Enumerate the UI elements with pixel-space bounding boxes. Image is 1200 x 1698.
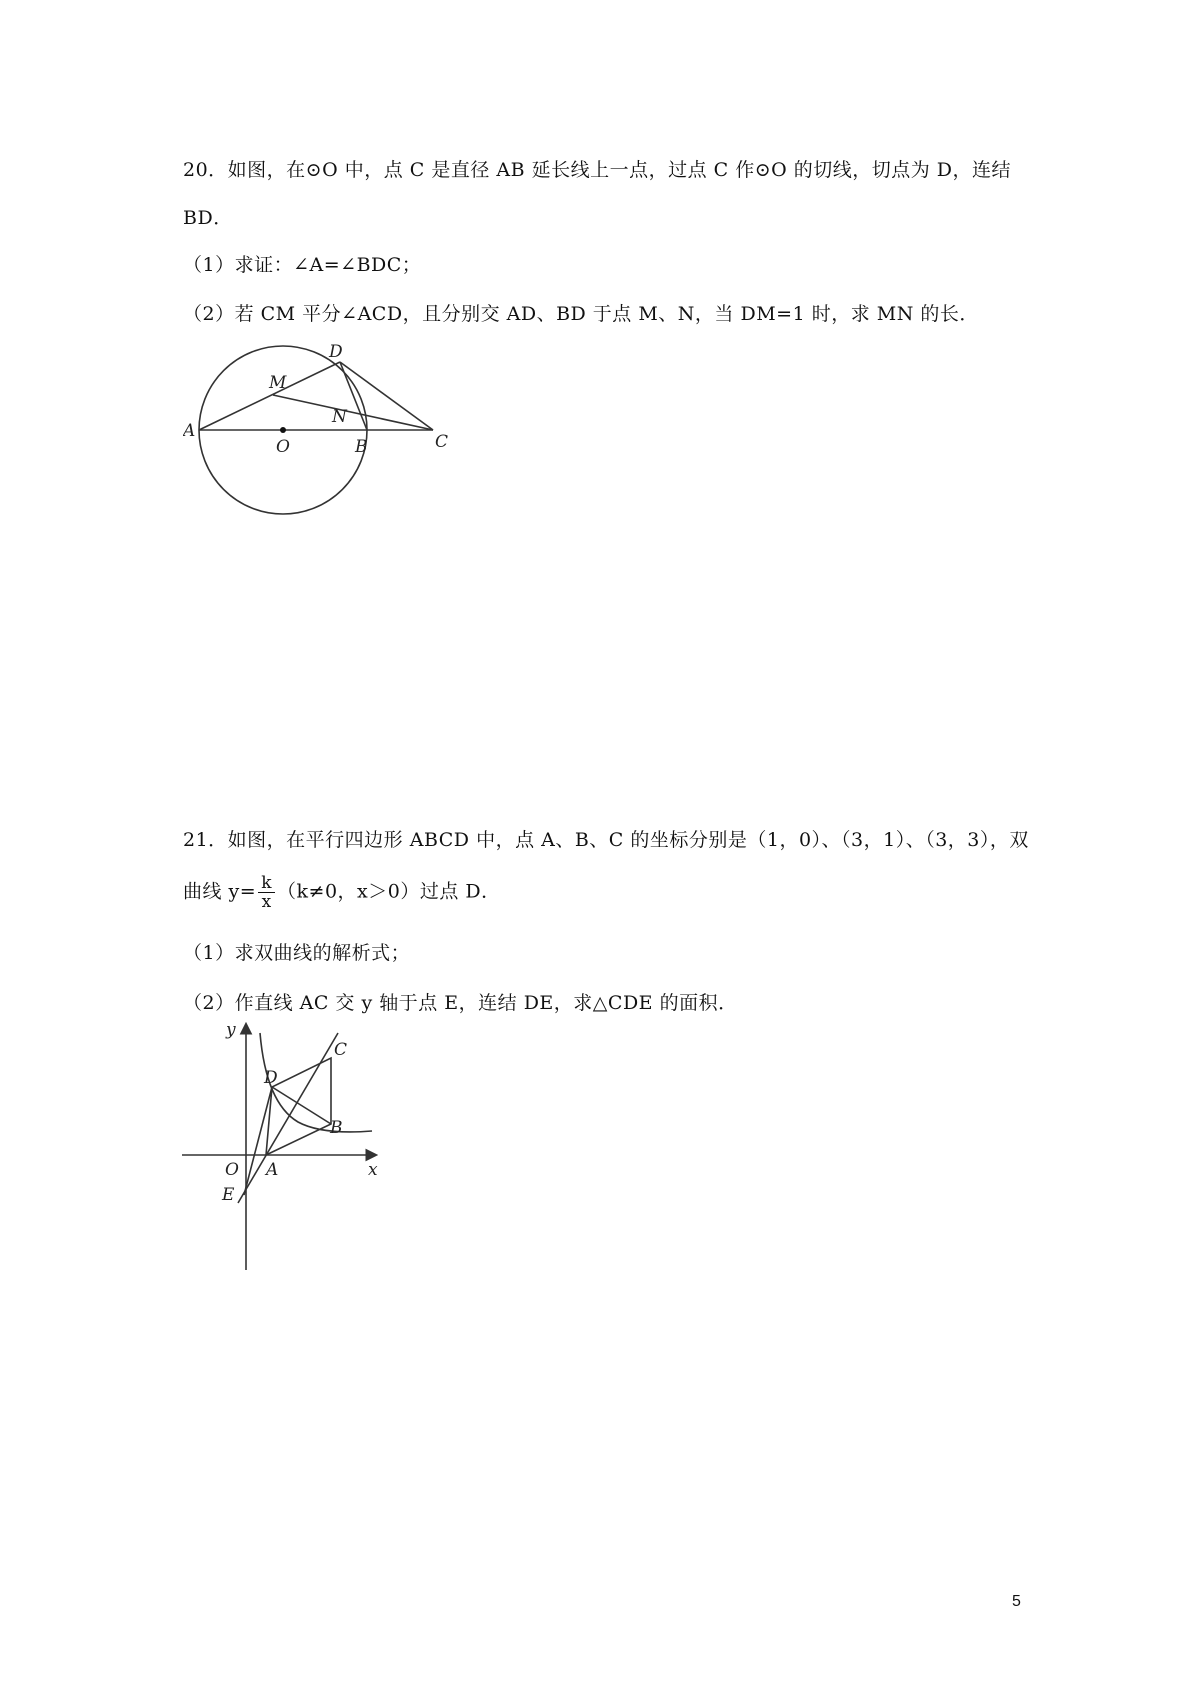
- label-o: O: [225, 1160, 239, 1180]
- problem-20-part-1: （1）求证：∠A=∠BDC；: [183, 254, 422, 276]
- fraction-denominator: x: [261, 892, 272, 912]
- label-a: A: [183, 421, 196, 441]
- label-b: B: [355, 437, 368, 457]
- problem-21-line-2: [183, 874, 501, 911]
- coordinate-figure: [180, 1015, 390, 1275]
- label-m: M: [269, 373, 287, 393]
- problem-21-part-1: （1）求双曲线的解析式；: [183, 942, 411, 964]
- label-c: C: [435, 432, 449, 452]
- line-ac-extended: [238, 1033, 338, 1203]
- label-d: D: [329, 342, 343, 362]
- label-b: B: [330, 1118, 343, 1138]
- problem-21-line-1: 21．如图，在平行四边形 ABCD 中，点 A、B、C 的坐标分别是（1，0）、（3，1）、（3，3），双: [183, 829, 1029, 851]
- label-o: O: [276, 437, 290, 457]
- label-e: E: [222, 1185, 235, 1205]
- page-number: 5: [1012, 1593, 1021, 1610]
- label-c: C: [334, 1040, 348, 1060]
- label-n: N: [332, 407, 347, 427]
- problem-20-line-1: 20．如图，在⊙O 中，点 C 是直径 AB 延长线上一点，过点 C 作⊙O 的切线，切点为 D，连结: [183, 159, 1012, 181]
- problem-20-line-2: BD．: [183, 207, 233, 229]
- label-y: y: [226, 1020, 236, 1040]
- problem-20-part-2: （2）若 CM 平分∠ACD，且分别交 AD、BD 于点 M、N，当 DM=1 时，求 MN 的长．: [183, 303, 979, 325]
- line-2-prefix: 曲线 y=: [183, 880, 257, 903]
- center-point-o: [280, 427, 286, 433]
- fraction-numerator: k: [258, 874, 275, 893]
- label-x: x: [368, 1160, 378, 1180]
- fraction-k-over-x: [258, 874, 275, 911]
- label-d: D: [264, 1068, 278, 1088]
- label-a: A: [266, 1160, 279, 1180]
- problem-21-part-2: （2）作直线 AC 交 y 轴于点 E，连结 DE，求△CDE 的面积．: [183, 992, 738, 1014]
- circle-tangent-figure: [183, 340, 453, 530]
- line-2-suffix: （k≠0，x＞0）过点 D．: [277, 880, 501, 903]
